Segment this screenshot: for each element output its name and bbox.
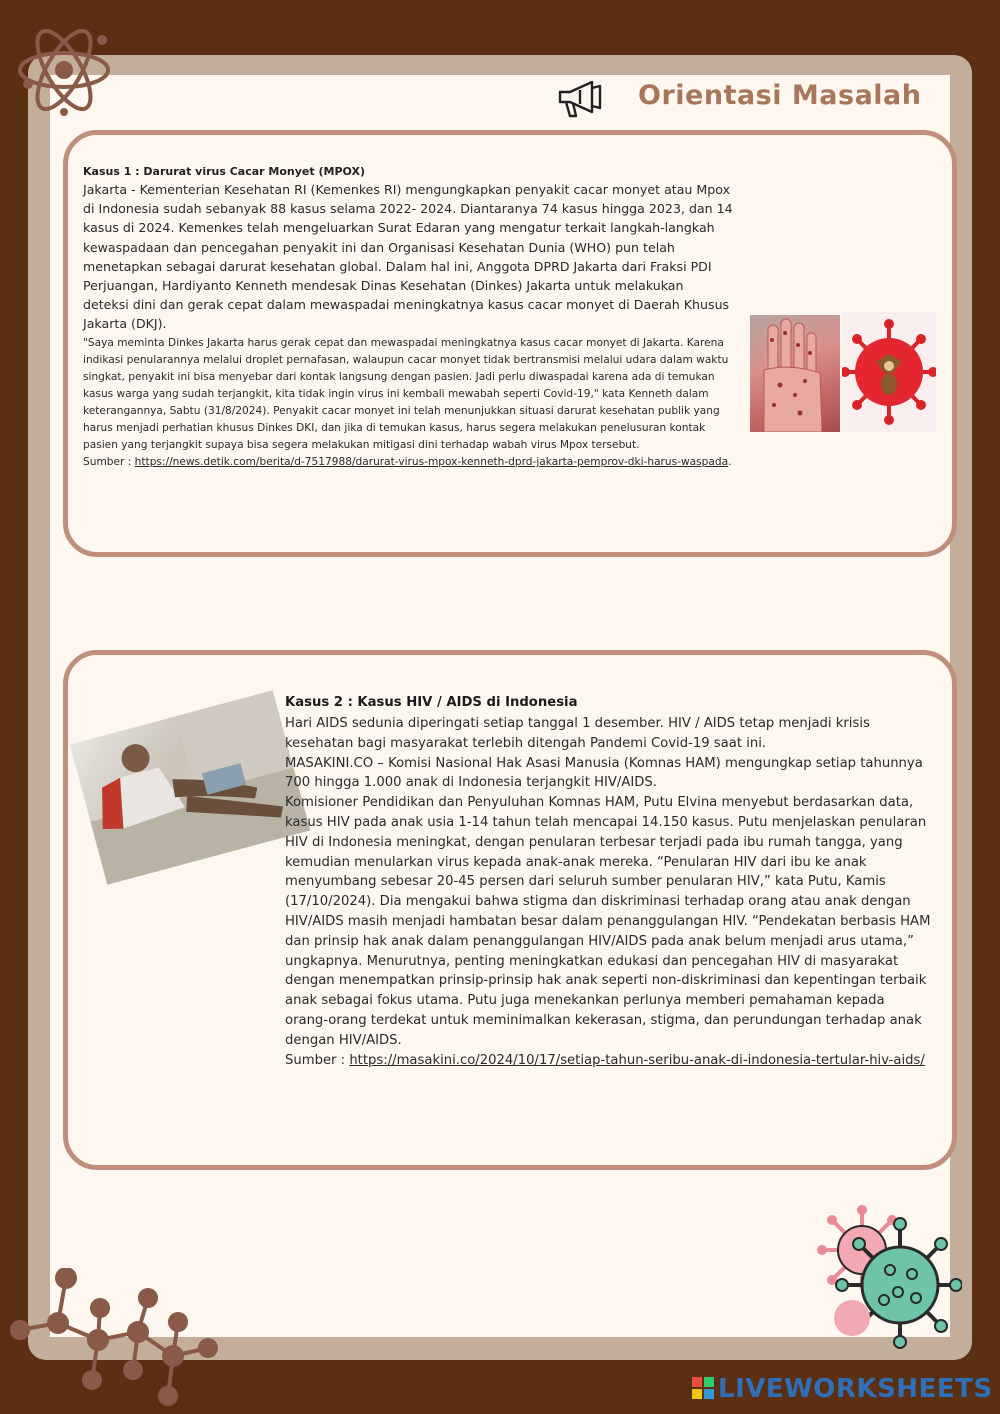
liveworksheets-logo-icon <box>692 1377 714 1399</box>
case-2-source-label: Sumber : <box>285 1052 350 1068</box>
case-2-paragraph-2: MASAKINI.CO – Komisi Nasional Hak Asasi Manusia (Komnas HAM) mengungkap setiap tahunnya 700 hingga 1.000 anak di Indonesia terjangkit HIV/AIDS. <box>285 755 923 791</box>
case-1-quote-text: "Saya meminta Dinkes Jakarta harus gerak cepat dan mewaspadai meningkatnya kasus cacar monyet di Jakarta. Karena indikasi penularannya melalui droplet pernafasan, walaupun cacar monyet tidak bertransmisi melalui udara dalam waktu singkat, penyakit ini bisa menyebar dari kontak langsung dengan pasien. Jadi perlu diwaspadai karena ada di temukan kasus warga yang sudah terjangkit, kita tidak ingin virus ini kembali mewabah seperti Covid-19," kata Kenneth dalam keterangannya, Sabtu (31/8/2024). Penyakit cacar monyet ini telah menunjukkan situasi darurat kesehatan publik yang harus menjadi perhatian khusus Dinkes DKI, dan jika di temukan kasus, harus segera melakukan penelusuran kontak pasien yang terjangkit supaya bisa segera melakukan mitigasi dini terhadap wabah virus Mpox tersebut. <box>83 337 729 451</box>
case-1-source-link[interactable]: https://news.detik.com/berita/d-7517988/darurat-virus-mpox-kenneth-dprd-jakarta-pemprov-dki-harus-waspada <box>134 456 729 468</box>
case-2-text <box>285 714 931 1070</box>
molecule-icon <box>8 1268 223 1410</box>
case-1-source-label: Sumber : <box>83 456 135 468</box>
case-2-title: Kasus 2 : Kasus HIV / AIDS di Indonesia <box>285 695 578 710</box>
case-2-source <box>285 1051 931 1071</box>
mpox-hand-image <box>750 315 840 432</box>
case-2-paragraph-3: Komisioner Pendidikan dan Penyuluhan Komnas HAM, Putu Elvina menyebut berdasarkan data, kasus HIV pada anak usia 1-14 tahun telah mencapai 14.150 kasus. Putu menjelaskan penularan HIV di Indonesia meningkat, dengan penularan terbesar terjadi pada ibu rumah tangga, yang kemudian menularkan virus kepada anak-anak mereka. “Penularan HIV dari ibu ke anak menyumbang sebesar 20-45 persen dari seluruh sumber penularan HIV,” kata Putu, Kamis (17/10/2024). Dia mengakui bahwa stigma dan diskriminasi terhadap orang atau anak dengan HIV/AIDS masih menjadi hambatan besar dalam penanggulangan HIV. “Pendekatan berbasis HAM dan prinsip hak anak dalam penanggulangan HIV/AIDS pada anak belum menjadi arus utama,” ungkapnya. Menurutnya, penting meningkatkan edukasi dan pencegahan HIV di masyarakat dengan menempatkan prinsip-prinsip hak anak seperti non-diskriminasi dan kepentingan terbaik anak sebagai fokus utama. Putu juga menekankan perlunya memberi pemahaman kepada orang-orang terdekat untuk meminimalkan kekerasan, stigma, dan perundungan terhadap anak dengan HIV/AIDS. <box>285 795 931 1048</box>
megaphone-icon <box>556 78 604 122</box>
case-1-source-end: . <box>728 456 732 468</box>
case-2-source-link[interactable]: https://masakini.co/2024/10/17/setiap-tahun-seribu-anak-di-indonesia-tertular-hiv-aids/ <box>349 1052 925 1068</box>
case-1-paragraph: Jakarta - Kementerian Kesehatan RI (Kemenkes RI) mengungkapkan penyakit cacar monyet atau Mpox di Indonesia sudah sebanyak 88 kasus selama 2022- 2024. Diantaranya 74 kasus hingga 2023, dan 14 kasus di 2024. Kemenkes telah mengeluarkan Surat Edaran yang mengatur terkait langkah-langkah kewaspadaan dan pencegahan penyakit ini dan Organisasi Kesehatan Dunia (WHO) pun telah menetapkan sebagai darurat kesehatan global. Dalam hal ini, Anggota DPRD Jakarta dari Fraksi PDI Perjuangan, Hardiyanto Kenneth mendesak Dinas Kesehatan (Dinkes) Jakarta untuk melakukan deteksi dini dan gerak cepat dalam mewaspadai meningkatnya kasus cacar monyet di Daerah Khusus Jakarta (DKJ). <box>83 182 733 332</box>
case-2-paragraph-1: Hari AIDS sedunia diperingati setiap tanggal 1 desember. HIV / AIDS tetap menjadi krisis kesehatan bagi masyarakat terlebih ditengah Pandemi Covid-19 saat ini. <box>285 716 870 751</box>
virus-icon <box>812 1200 962 1350</box>
mpox-virus-image <box>842 312 936 432</box>
case-1-quote <box>83 335 733 471</box>
atom-icon <box>14 20 114 120</box>
liveworksheets-brand[interactable]: LIVEWORKSHEETS <box>718 1374 993 1404</box>
case-1-title: Kasus 1 : Darurat virus Cacar Monyet (MPOX) <box>83 165 365 178</box>
page-title: Orientasi Masalah <box>638 80 922 111</box>
